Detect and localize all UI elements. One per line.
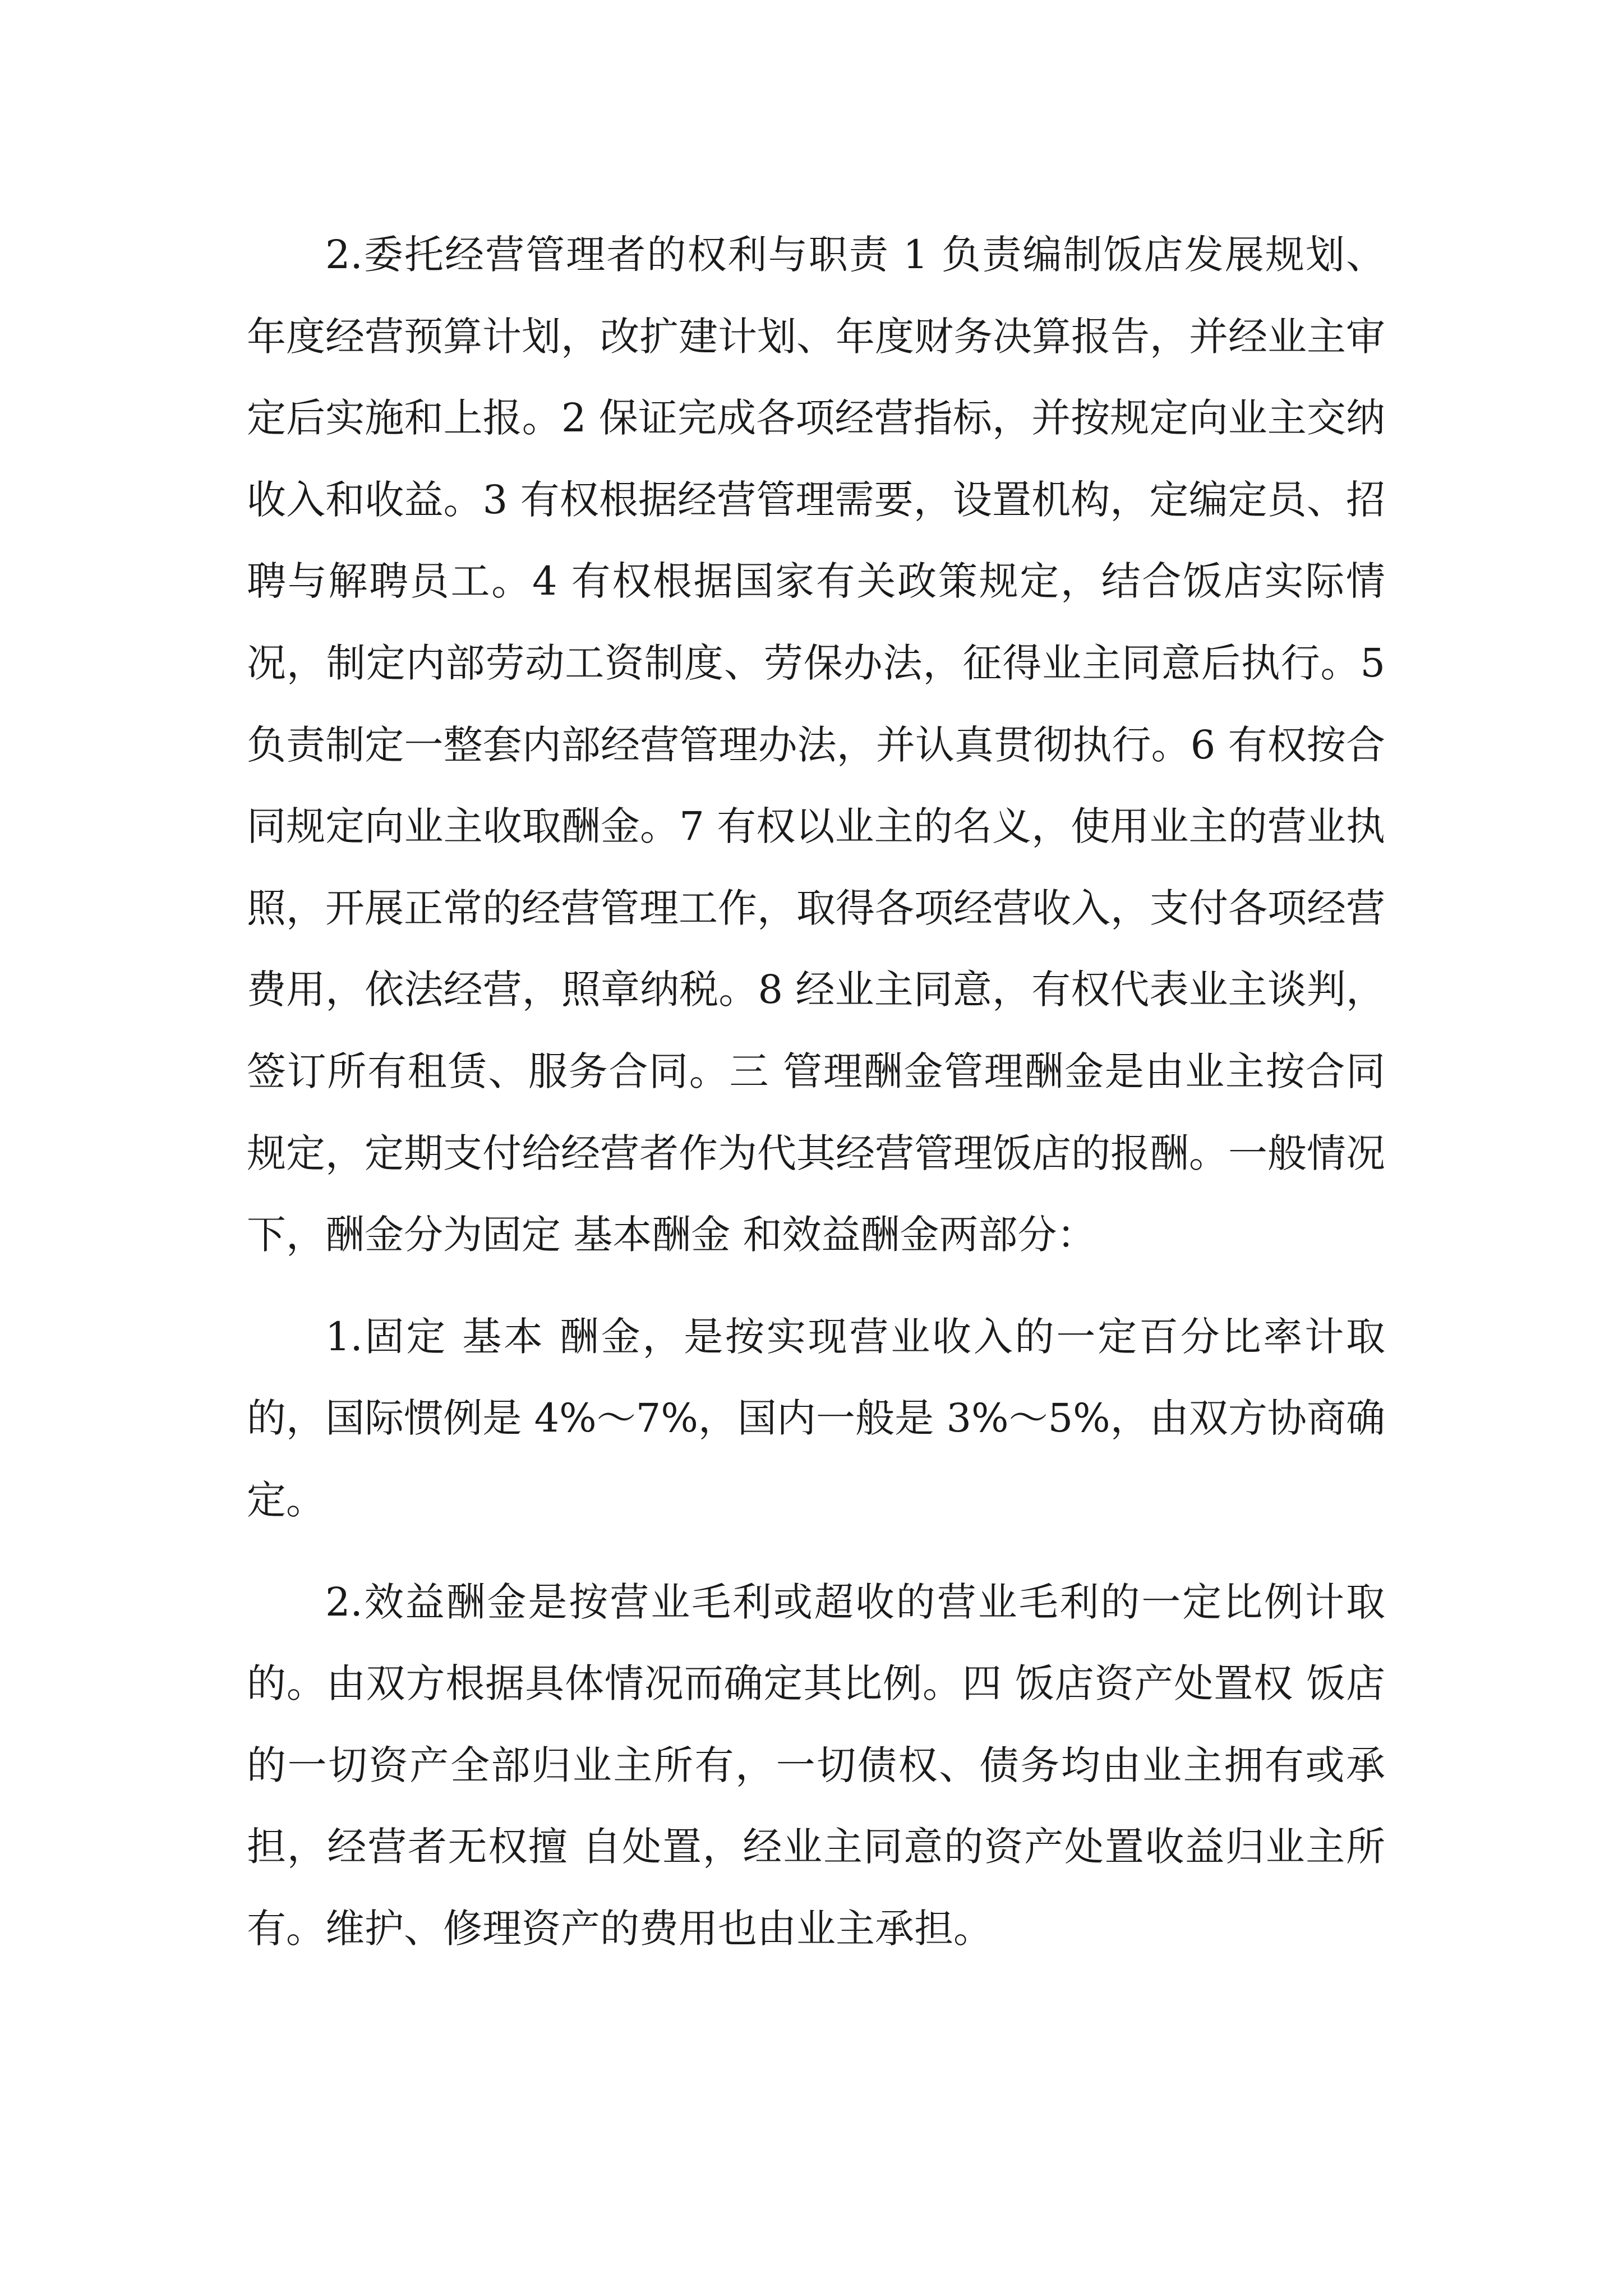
paragraph-fixed-fee: 1.固定 基本 酬金，是按实现营业收入的一定百分比率计取的，国际惯例是 4%～7%，国内一般是 3%～5%，由双方协商确定。 (247, 1313, 1385, 1523)
document-body (247, 214, 1385, 1990)
paragraph-incentive-fee: 2.效益酬金是按营业毛利或超收的营业毛利的一定比例计取的。由双方根据具体情况而确定其比例。四 饭店资产处置权 饭店的一切资产全部归业主所有，一切债权、债务均由业主拥有或承担，经营者无权擅 自处置，经业主同意的资产处置收益归业主所有。维护、修理资产的费用也由业主承担。 (247, 1579, 1385, 1952)
paragraph-management-rights: 2.委托经营管理者的权利与职责 1 负责编制饭店发展规划、年度经营预算计划，改扩建计划、年度财务决算报告，并经业主审定后实施和上报。2 保证完成各项经营指标，并按规定向业主交纳收入和收益。3 有权根据经营管理需要，设置机构，定编定员、招聘与解聘员工。4 有权根据国家有关政策规定，结合饭店实际情况，制定内部劳动工资制度、劳保办法，征得业主同意后执行。5 负责制定一整套内部经营管理办法，并认真贯彻执行。6 有权按合同规定向业主收取酬金。7 有权以业主的名义，使用业主的营业执照，开展正常的经营管理工作，取得各项经营收入，支付各项经营费用，依法经营，照章纳税。8 经业主同意，有权代表业主谈判，签订所有租赁、服务合同。三 管理酬金管理酬金是由业主按合同规定，定期支付给经营者作为代其经营管理饭店的报酬。一般情况下，酬金分为固定 基本酬金 和效益酬金两部分： (247, 232, 1385, 1258)
